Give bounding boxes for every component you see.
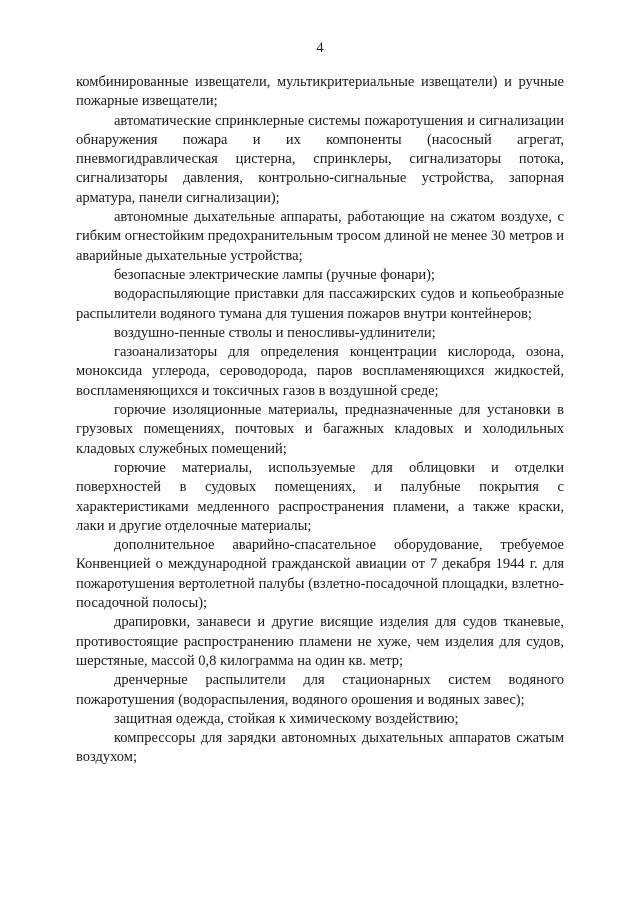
paragraph-breathing-apparatus: автономные дыхательные аппараты, работающие на сжатом воздухе, с гибким огнестойким предохранительным тросом длиной не менее 30 метров и аварийные дыхательные устройства; [76,209,564,264]
paragraph-continuation: комбинированные извещатели, мультикритериальные извещатели) и ручные пожарные извещатели; [76,74,564,110]
paragraph-compressors: компрессоры для зарядки автономных дыхательных аппаратов сжатым воздухом; [76,730,564,766]
document-body [76,73,564,768]
paragraph-helideck-equipment: дополнительное аварийно-спасательное оборудование, требуемое Конвенцией о международной гражданской авиации от 7 декабря 1944 г. для пожаротушения вертолетной палубы (взлетно-посадочной площадки, взлетно-посадочной полосы); [76,537,564,612]
paragraph-drencher-sprayers: дренчерные распылители для стационарных систем водяного пожаротушения (водораспыления, водяного орошения и водяных завес); [76,672,564,708]
paragraph-finishing-materials: горючие материалы, используемые для облицовки и отделки поверхностей в судовых помещениях, и палубные покрытия с характеристиками медленного распространения пламени, а также краски, лаки и другие отделочные материалы; [76,459,564,534]
paragraph-sprinkler-systems: автоматические спринклерные системы пожаротушения и сигнализации обнаружения пожара и их компоненты (насосный агрегат, пневмогидравлическая цистерна, спринклеры, сигнализаторы потока, сигнализаторы давления, контрольно-сигнальные устройства, запорная арматура, панели сигнализации); [76,112,564,206]
paragraph-safety-lamps: безопасные электрические лампы (ручные фонари); [114,266,435,283]
paragraph-foam-nozzles: воздушно-пенные стволы и пеносливы-удлинители; [114,324,436,341]
paragraph-protective-clothing: защитная одежда, стойкая к химическому воздействию; [114,710,459,727]
paragraph-insulation-materials: горючие изоляционные материалы, предназначенные для установки в грузовых помещениях, почтовых и багажных кладовых и холодильных кладовых служебных помещений; [76,402,564,457]
page-number: 4 [316,40,324,56]
paragraph-water-spray-nozzles: водораспыляющие приставки для пассажирских судов и копьеобразные распылители водяного тумана для тушения пожаров внутри контейнеров; [76,286,564,322]
paragraph-gas-analyzers: газоанализаторы для определения концентрации кислорода, озона, моноксида углерода, сероводорода, паров воспламеняющихся жидкостей, воспламеняющихся и токсичных газов в воздушной среде; [76,344,564,399]
paragraph-draperies: драпировки, занавеси и другие висящие изделия для судов тканевые, противостоящие распространению пламени не хуже, чем изделия для судов, шерстяные, массой 0,8 килограмма на один кв. метр; [76,614,564,669]
